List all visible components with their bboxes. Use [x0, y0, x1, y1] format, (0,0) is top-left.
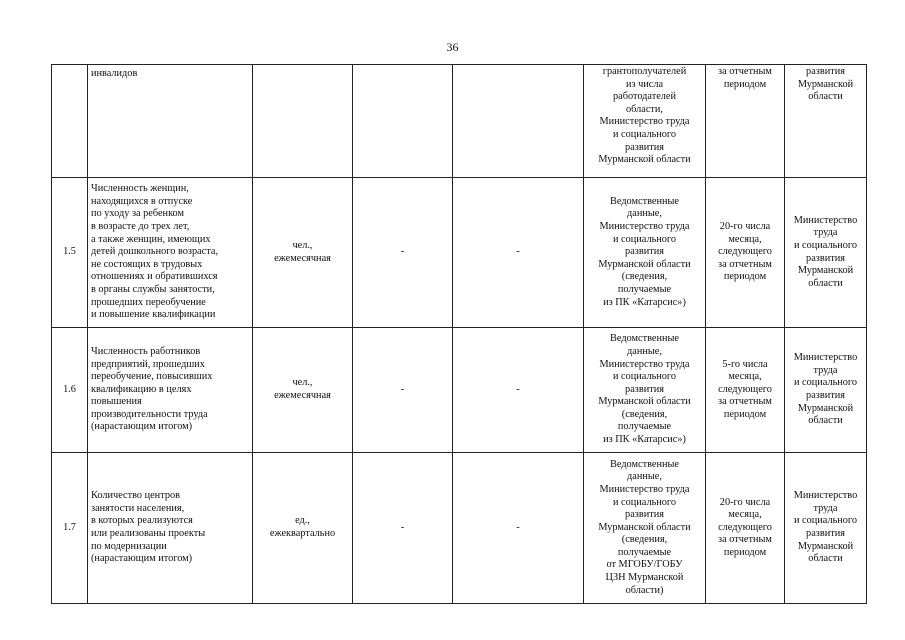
cell-text-line: Министерство — [793, 214, 858, 226]
cell-text-line: ежемесячная — [274, 252, 331, 264]
cell-text-line: отношениях и обратившихся — [91, 271, 218, 283]
cell-text-line: из числа — [625, 78, 664, 90]
cell-text-line: инвалидов — [91, 68, 138, 79]
reporting-term — [706, 65, 785, 178]
cell-text-line: развития — [625, 141, 664, 153]
cell-text-line: Министерство труда — [599, 358, 690, 370]
cell-text-line: следующего — [718, 521, 772, 533]
cell-text-line: Мурманской — [797, 402, 854, 414]
indicator-name — [88, 453, 253, 604]
cell-text-line: работодателей — [612, 91, 677, 103]
cell-text-line: области — [808, 277, 843, 289]
indicator-name — [88, 178, 253, 328]
cell-text-line: периодом — [723, 546, 767, 558]
cell-text-line: производительности труда — [91, 408, 208, 420]
row-number: 1.7 — [52, 453, 88, 604]
cell-text-line: развития — [806, 66, 845, 77]
reporting-term — [706, 328, 785, 453]
value-cell-4 — [453, 65, 584, 178]
data-source — [584, 65, 706, 178]
cell-text-line: Мурманской — [797, 265, 854, 277]
cell-text-line: по модернизации — [91, 540, 167, 552]
cell-text-line: (сведения, — [621, 408, 668, 420]
cell-text-line: от МГОБУ/ГОБУ — [606, 559, 683, 571]
cell-text-line: (сведения, — [621, 271, 668, 283]
value-cell-3: - — [353, 328, 453, 453]
cell-text-line: 20-го числа — [719, 496, 771, 508]
cell-text-line: Мурманской области — [598, 521, 691, 533]
cell-text-line: периодом — [723, 78, 767, 90]
data-source — [584, 178, 706, 328]
cell-text-line: Численность работников — [91, 345, 201, 357]
cell-text-line: и социального — [612, 496, 677, 508]
cell-text-line: предприятий, прошедших — [91, 358, 205, 370]
cell-text-line: а также женщин, имеющих — [91, 233, 211, 245]
cell-text-line: занятости населения, — [91, 502, 185, 514]
cell-text-line: Количество центров — [91, 490, 180, 502]
cell-text-line: развития — [806, 390, 845, 401]
cell-text-line: области — [808, 553, 843, 565]
reporting-term — [706, 178, 785, 328]
cell-text-line: 20-го числа — [719, 221, 771, 233]
cell-text-line: Мурманской — [797, 78, 854, 90]
cell-text-line: (сведения, — [621, 534, 668, 546]
cell-text-line: 5-го числа — [722, 358, 768, 370]
cell-text-line: Мурманской — [797, 540, 854, 552]
value-cell-4: - — [453, 453, 584, 604]
cell-text-line: детей дошкольного возраста, — [91, 246, 219, 258]
cell-text-line: Министерство труда — [599, 221, 690, 233]
unit-periodicity — [253, 328, 353, 453]
cell-text-line: ежемесячная — [274, 390, 331, 401]
responsible-body — [785, 178, 867, 328]
cell-text-line: из ПК «Катарсис») — [603, 434, 686, 446]
cell-text-line: следующего — [718, 246, 772, 258]
value-cell-3: - — [353, 178, 453, 328]
cell-text-line: периодом — [723, 408, 767, 420]
value-cell-3: - — [353, 453, 453, 604]
cell-text-line: данные, — [627, 208, 662, 220]
indicators-table — [51, 64, 867, 604]
cell-text-line: за отчетным — [718, 66, 772, 77]
cell-text-line: Министерство труда — [599, 483, 690, 495]
cell-text-line: развития — [625, 246, 664, 258]
unit-periodicity — [253, 65, 353, 178]
cell-text-line: месяца, — [728, 509, 762, 521]
page-number: 36 — [446, 40, 459, 54]
unit-periodicity — [253, 453, 353, 604]
cell-text-line: переобучение, повысивших — [91, 371, 213, 383]
row-number — [52, 65, 88, 178]
cell-text-line: прошедших переобучение — [91, 296, 206, 308]
cell-text-line: области, — [626, 103, 663, 115]
responsible-body — [785, 65, 867, 178]
responsible-body — [785, 328, 867, 453]
cell-text-line: (нарастающим итогом) — [91, 421, 193, 433]
cell-text-line: за отчетным — [718, 258, 772, 270]
cell-text-line: периодом — [723, 271, 767, 283]
data-source — [584, 453, 706, 604]
cell-text-line: квалификацию в целях — [91, 383, 192, 395]
cell-text-line: труда — [813, 227, 838, 239]
unit-periodicity — [253, 178, 353, 328]
cell-text-line: следующего — [718, 383, 772, 395]
cell-text-line: в которых реализуются — [91, 515, 193, 527]
cell-text-line: развития — [806, 528, 845, 539]
cell-text-line: и социального — [793, 515, 858, 527]
cell-text-line: получаемые — [617, 421, 672, 433]
cell-text-line: Мурманской области — [598, 154, 691, 166]
cell-text-line: (нарастающим итогом) — [91, 553, 193, 565]
cell-text-line: и социального — [793, 377, 858, 389]
responsible-body — [785, 453, 867, 604]
table-row — [52, 178, 867, 328]
cell-text-line: месяца, — [728, 233, 762, 245]
cell-text-line: грантополучателей — [602, 66, 687, 77]
cell-text-line: из ПК «Катарсис») — [603, 296, 686, 308]
reporting-term — [706, 453, 785, 604]
cell-text-line: области — [808, 415, 843, 427]
cell-text-line: получаемые — [617, 546, 672, 558]
row-number: 1.5 — [52, 178, 88, 328]
cell-text-line: или реализованы проекты — [91, 528, 206, 539]
cell-text-line: данные, — [627, 345, 662, 357]
cell-text-line: труда — [813, 502, 838, 514]
cell-text-line: области) — [625, 584, 664, 596]
cell-text-line: Мурманской области — [598, 396, 691, 408]
value-cell-4: - — [453, 178, 584, 328]
indicator-name — [88, 328, 253, 453]
cell-text-line: Министерство труда — [599, 116, 690, 128]
table-row — [52, 453, 867, 604]
table-row — [52, 328, 867, 453]
cell-text-line: не состоящих в трудовых — [91, 258, 203, 270]
indicator-name — [88, 65, 253, 178]
cell-text-line: по уходу за ребенком — [91, 208, 185, 220]
cell-text-line: труда — [813, 364, 838, 376]
cell-text-line: и социального — [793, 239, 858, 251]
cell-text-line: области — [808, 91, 843, 103]
cell-text-line: и социального — [612, 128, 677, 140]
cell-text-line: месяца, — [728, 371, 762, 383]
cell-text-line: данные, — [627, 471, 662, 483]
cell-text-line: повышения — [91, 396, 142, 408]
cell-text-line: и повышение квалификации — [91, 309, 216, 321]
cell-text-line: ед., — [295, 515, 310, 527]
value-cell-4: - — [453, 328, 584, 453]
cell-text-line: Министерство — [793, 490, 858, 502]
cell-text-line: в органы службы занятости, — [91, 283, 215, 295]
cell-text-line: развития — [625, 383, 664, 395]
value-cell-3 — [353, 65, 453, 178]
cell-text-line: и социального — [612, 233, 677, 245]
cell-text-line: Численность женщин, — [91, 183, 189, 195]
cell-text-line: Мурманской области — [598, 258, 691, 270]
cell-text-line: чел., — [292, 377, 313, 389]
cell-text-line: чел., — [292, 239, 313, 251]
table-row — [52, 65, 867, 178]
cell-text-line: Ведомственные — [610, 195, 679, 207]
cell-text-line: ЦЗН Мурманской — [605, 572, 684, 584]
cell-text-line: развития — [625, 509, 664, 521]
cell-text-line: Ведомственные — [610, 333, 679, 345]
cell-text-line: за отчетным — [718, 396, 772, 408]
cell-text-line: Министерство — [793, 352, 858, 364]
cell-text-line: развития — [806, 252, 845, 264]
row-number: 1.6 — [52, 328, 88, 453]
data-source — [584, 328, 706, 453]
cell-text-line: получаемые — [617, 283, 672, 295]
cell-text-line: в возрасте до трех лет, — [91, 221, 190, 233]
cell-text-line: и социального — [612, 371, 677, 383]
cell-text-line: за отчетным — [718, 534, 772, 546]
cell-text-line: ежеквартально — [269, 528, 336, 539]
cell-text-line: находящихся в отпуске — [91, 195, 193, 207]
cell-text-line: Ведомственные — [610, 458, 679, 470]
